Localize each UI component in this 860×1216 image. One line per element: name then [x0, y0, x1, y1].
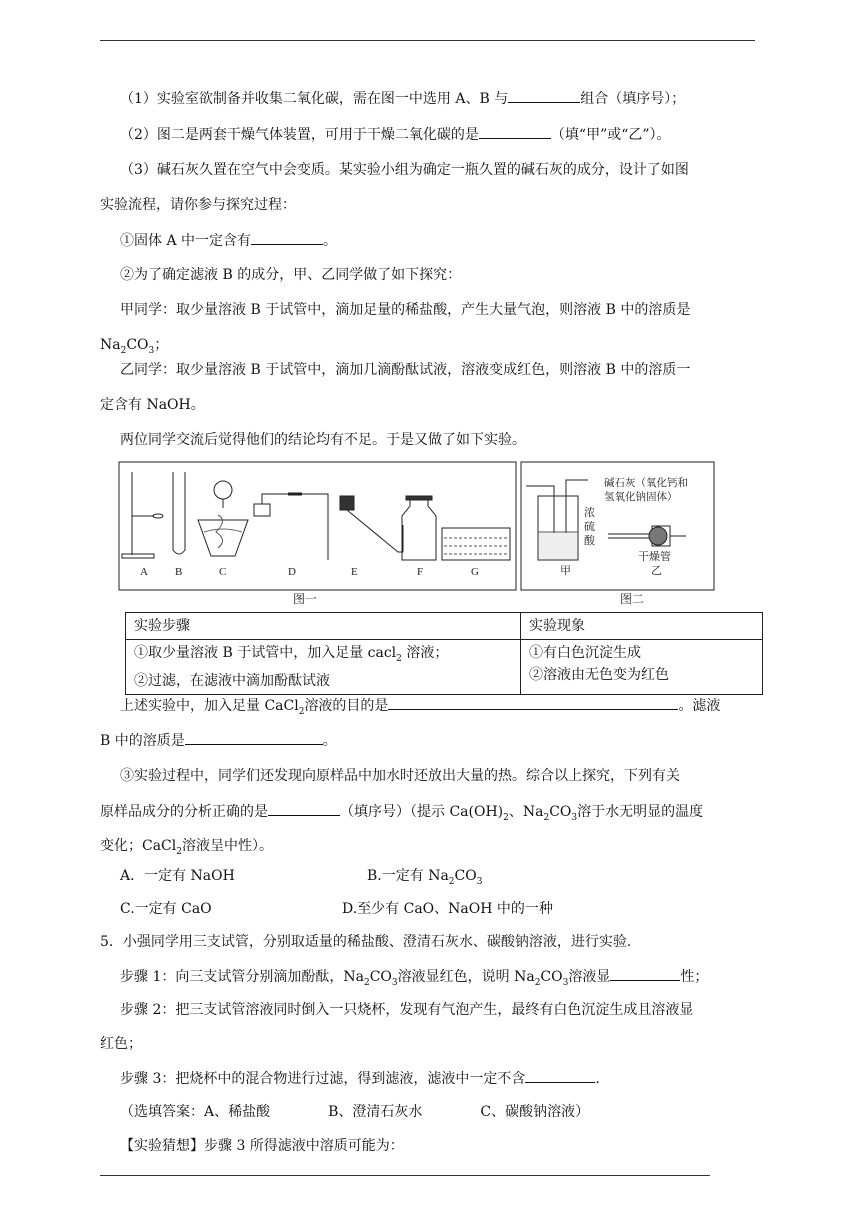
- question-1: （1）实验室欲制备并收集二氧化碳，需在图一中选用 A、B 与 组合（填序号）；: [120, 88, 685, 109]
- label-e: E: [351, 566, 358, 578]
- conc-acid-label-2: 硫: [584, 521, 595, 533]
- part-2: ②为了确定滤液 B 的成分，甲、乙同学做了如下探究：: [120, 267, 462, 283]
- part-1: ①固体 A 中一定含有 。: [120, 230, 337, 251]
- iron-stand: [122, 472, 163, 558]
- drying-tube: [608, 526, 686, 546]
- water-trough: [442, 528, 510, 560]
- observations-cell: [521, 640, 763, 695]
- delivery-tube: [254, 494, 328, 560]
- bent-tube: [340, 496, 403, 552]
- answer-blank[interactable]: [388, 695, 678, 710]
- label-f: F: [417, 566, 424, 578]
- answer-blank[interactable]: [525, 1068, 595, 1083]
- part-3-line1: ③实验过程中，同学们还发现向原样品中加水时还放出大量的热。综合以上探究，下列有关: [120, 768, 680, 784]
- label-b: B: [175, 566, 183, 578]
- answer-blank[interactable]: [508, 88, 580, 103]
- alcohol-lamp: [198, 481, 248, 556]
- step-1: ①取少量溶液 B 于试管中，加入足量 cacl$_2$ 溶液；: [134, 645, 449, 664]
- part-3-line3: 变化；CaCl$_2$溶液呈中性）。: [100, 838, 273, 857]
- soda-lime-label-1: 碱石灰（氧化钙和: [604, 478, 688, 489]
- experiment-table: [125, 612, 763, 695]
- test-tube: [173, 472, 185, 554]
- step-2-line2: 红色；: [100, 1036, 142, 1052]
- student-yi-line2: 定含有 NaOH。: [100, 397, 205, 413]
- both-students-note: 两位同学交流后觉得他们的结论均有不足。于是又做了如下实验。: [120, 432, 526, 448]
- answer-blank[interactable]: [185, 730, 323, 745]
- table-row: [126, 640, 763, 695]
- header-rule: [100, 40, 755, 41]
- student-yi-line1: 乙同学：取少量溶液 B 于试管中，滴加几滴酚酞试液，溶液变成红色，则溶液 B 中的溶质一: [120, 362, 691, 378]
- figure-2-caption: 图二: [620, 592, 645, 606]
- steps-cell: [126, 640, 521, 695]
- step-2-line1: 步骤 2：把三支试管溶液同时倒入一只烧杯，发现有气泡产生，最终有白色沉淀生成且溶液显: [120, 1002, 694, 1018]
- question-3-line1: （3）碱石灰久置在空气中会变质。某实验小组为确定一瓶久置的碱石灰的成分，设计了如图: [120, 162, 689, 178]
- label-g: G: [471, 566, 479, 578]
- label-d: D: [288, 566, 296, 578]
- soda-lime-label-2: 氢氧化钠固体）: [604, 492, 678, 503]
- apparatus-figure: [118, 460, 716, 610]
- observation-1: ①有白色沉淀生成: [529, 645, 641, 661]
- option-a[interactable]: A．一定有 NaOH: [120, 868, 235, 884]
- label-yi: 乙: [651, 565, 662, 577]
- answer-blank[interactable]: [268, 801, 340, 816]
- label-jia: 甲: [560, 565, 571, 577]
- step-1-line: 步骤 1：向三支试管分别滴加酚酞，$Na_2CO_3$溶液显红色，说明 $Na_2CO_3$溶液显 性；: [120, 966, 708, 993]
- option-c[interactable]: C.一定有 CaO: [120, 901, 212, 917]
- footer-rule: [100, 1175, 710, 1176]
- solute-line: B 中的溶质是 。: [100, 730, 337, 751]
- wash-bottle: [526, 480, 588, 560]
- step-2: ②过滤，在滤液中滴加酚酞试液: [134, 672, 330, 689]
- label-a: A: [140, 566, 148, 578]
- question-2: （2）图二是两套干燥气体装置，可用于干燥二氧化碳的是 （填“甲”或“乙”）。: [120, 124, 671, 145]
- student-jia-line2: $Na_2CO_3$；: [100, 337, 169, 356]
- label-c: C: [219, 566, 227, 578]
- conc-acid-label-1: 浓: [584, 507, 595, 519]
- experiment-guess: 【实验猜想】步骤 3 所得滤液中溶质可能为：: [120, 1138, 404, 1154]
- observation-2: ②溶液由无色变为红色: [529, 667, 669, 683]
- figure-1-caption: 图一: [293, 592, 318, 606]
- question-5: 5．小强同学用三支试管，分别取适量的稀盐酸、澄清石灰水、碳酸钠溶液，进行实验.: [100, 934, 632, 950]
- header-observations: 实验现象: [521, 613, 763, 640]
- gas-bottle: [402, 496, 436, 560]
- option-d[interactable]: D.至少有 CaO、NaOH 中的一种: [342, 901, 553, 917]
- purpose-line: 上述实验中，加入足量 CaCl$_2$溶液的目的是 。滤液: [120, 695, 720, 722]
- option-b[interactable]: B.一定有 $Na_2CO_3$: [367, 868, 483, 887]
- drying-tube-label: 干燥管: [638, 551, 671, 563]
- step-3-line: 步骤 3：把烧杯中的混合物进行过滤，得到滤液，滤液中一定不含 .: [120, 1068, 600, 1089]
- answer-blank[interactable]: [479, 124, 551, 139]
- header-steps: 实验步骤: [126, 613, 521, 640]
- part-3-line2: 原样品成分的分析正确的是 （填序号）（提示 $Ca(OH)_2$、$Na_2CO_3$溶于水无明显的温度: [100, 801, 703, 828]
- student-jia-line1: 甲同学：取少量溶液 B 于试管中，滴加足量的稀盐酸，产生大量气泡，则溶液 B 中的溶质是: [120, 302, 691, 318]
- conc-acid-label-3: 酸: [584, 535, 595, 547]
- question-3-line2: 实验流程，请你参与探究过程：: [100, 197, 296, 213]
- table-header-row: [126, 613, 763, 640]
- answer-blank[interactable]: [251, 230, 323, 245]
- choices-line: （选填答案：A、稀盐酸 B、澄清石灰水 C、碳酸钠溶液）: [120, 1104, 590, 1120]
- answer-blank[interactable]: [610, 966, 680, 981]
